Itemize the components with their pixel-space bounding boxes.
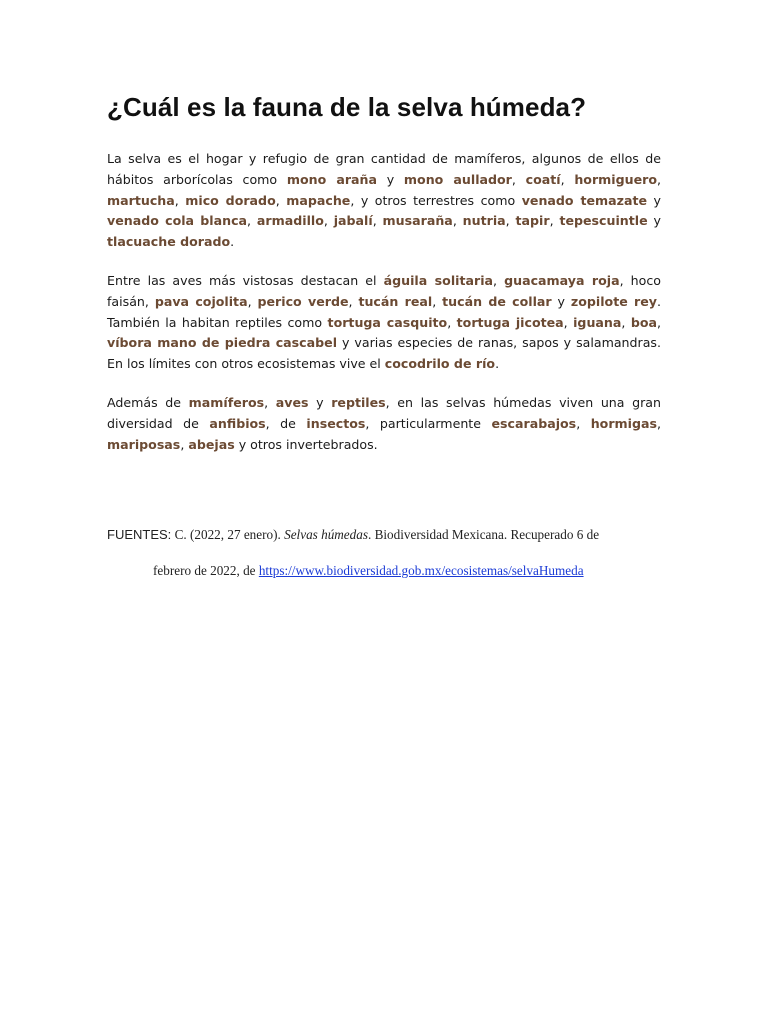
keyword: mico dorado [185, 192, 276, 208]
text-run: , [247, 293, 258, 309]
text-run: , [432, 293, 443, 309]
text-run: , [275, 192, 287, 208]
text-run: . [230, 234, 235, 250]
citation-text: febrero de 2022, de [153, 563, 259, 578]
text-run: , [447, 314, 457, 330]
keyword: martucha [107, 192, 175, 208]
text-run: , [656, 171, 661, 187]
text-run: , [656, 415, 661, 431]
keyword: reptiles [331, 394, 386, 410]
text-run: , [549, 213, 560, 229]
text-run: y varias especies de ranas, sapos y salamandras. En los límites con otros ecosistemas vive el [107, 335, 661, 372]
text-run: , [621, 314, 631, 330]
keyword: tepescuintle [559, 213, 648, 229]
text-run: La selva es el hogar y refugio de gran cantidad de mamíferos, algunos de ellos de hábitos arborícolas como [107, 151, 661, 187]
keyword: cocodrilo de río [384, 356, 496, 372]
keyword: mapache [286, 192, 351, 208]
text-run: Además de [107, 394, 189, 410]
citation-author: C. (2022, 27 enero). [171, 527, 285, 542]
text-run: , hoco faisán, [107, 272, 661, 309]
text-run: , [247, 213, 257, 229]
keyword: jabalí [333, 213, 373, 229]
text-run: , [493, 272, 505, 288]
text-run: y [377, 171, 404, 187]
keyword: mamíferos [188, 394, 265, 410]
text-run: , [511, 171, 526, 187]
citation-line [107, 563, 667, 579]
keyword: boa [630, 314, 657, 330]
keyword: hormiguero [574, 171, 657, 187]
text-run: , [452, 213, 463, 229]
text-run: , [264, 394, 276, 410]
source-link[interactable]: https://www.biodiversidad.gob.mx/ecosistemas/selvaHumeda [258, 563, 584, 578]
text-run: , [180, 436, 189, 452]
text-run: , [563, 314, 574, 330]
keyword: tortuga casquito [327, 314, 448, 330]
keyword: mono araña [286, 171, 378, 187]
keyword: tucán de collar [442, 293, 552, 309]
keyword: abejas [188, 436, 235, 452]
citation-title: Selvas húmedas [284, 527, 368, 542]
keyword: mariposas [107, 436, 181, 452]
document-body [107, 92, 661, 473]
text-run: , en las selvas húmedas viven una gran diversidad de [107, 394, 661, 431]
text-run: , [657, 314, 662, 330]
text-run: , de [265, 415, 307, 431]
text-run: . También la habitan reptiles como [107, 293, 662, 330]
keyword: tucán real [358, 293, 433, 309]
sources-label: FUENTES: [107, 527, 172, 542]
keyword: pava cojolita [154, 293, 248, 309]
text-run: , [174, 192, 186, 208]
keyword: perico verde [257, 293, 349, 309]
text-run: , [505, 213, 516, 229]
keyword: tlacuache dorado [107, 234, 231, 250]
keyword: zopilote rey [570, 293, 658, 309]
keyword: venado temazate [521, 192, 648, 208]
text-run: , [323, 213, 334, 229]
sources-citation [107, 527, 667, 579]
keyword: venado cola blanca [107, 213, 248, 229]
keyword: tapir [515, 213, 550, 229]
keyword: tortuga jicotea [456, 314, 564, 330]
keyword: iguana [573, 314, 622, 330]
keyword: escarabajos [491, 415, 577, 431]
text-run: , [576, 415, 591, 431]
text-run: . [495, 356, 500, 372]
text-run: , [372, 213, 383, 229]
text-run: y [551, 293, 571, 309]
text-run: y [647, 213, 661, 229]
paragraph-mammals [107, 149, 661, 253]
citation-text: . Biodiversidad Mexicana. Recuperado 6 de [367, 527, 600, 542]
keyword: anfibios [209, 415, 266, 431]
keyword: hormigas [590, 415, 657, 431]
text-run: y [647, 192, 661, 208]
text-run: y otros invertebrados. [234, 436, 378, 452]
keyword: mono aullador [403, 171, 512, 187]
paragraph-invertebrates [107, 393, 661, 455]
paragraph-birds-reptiles [107, 271, 661, 375]
keyword: musaraña [382, 213, 453, 229]
keyword: insectos [306, 415, 366, 431]
keyword: armadillo [256, 213, 324, 229]
text-run: , particularmente [365, 415, 492, 431]
keyword: águila solitaria [383, 272, 494, 288]
keyword: aves [275, 394, 309, 410]
keyword: guacamaya roja [504, 272, 620, 288]
keyword: nutria [462, 213, 506, 229]
keyword: víbora mano de piedra cascabel [107, 335, 338, 351]
text-run: , [348, 293, 359, 309]
text-run: Entre las aves más vistosas destacan el [107, 272, 384, 288]
page-title: ¿Cuál es la fauna de la selva húmeda? [107, 92, 587, 122]
citation-line [107, 527, 667, 547]
keyword: coatí [525, 171, 561, 187]
text-run: , [560, 171, 575, 187]
text-run: y [308, 394, 332, 410]
text-run: , y otros terrestres como [350, 192, 522, 208]
